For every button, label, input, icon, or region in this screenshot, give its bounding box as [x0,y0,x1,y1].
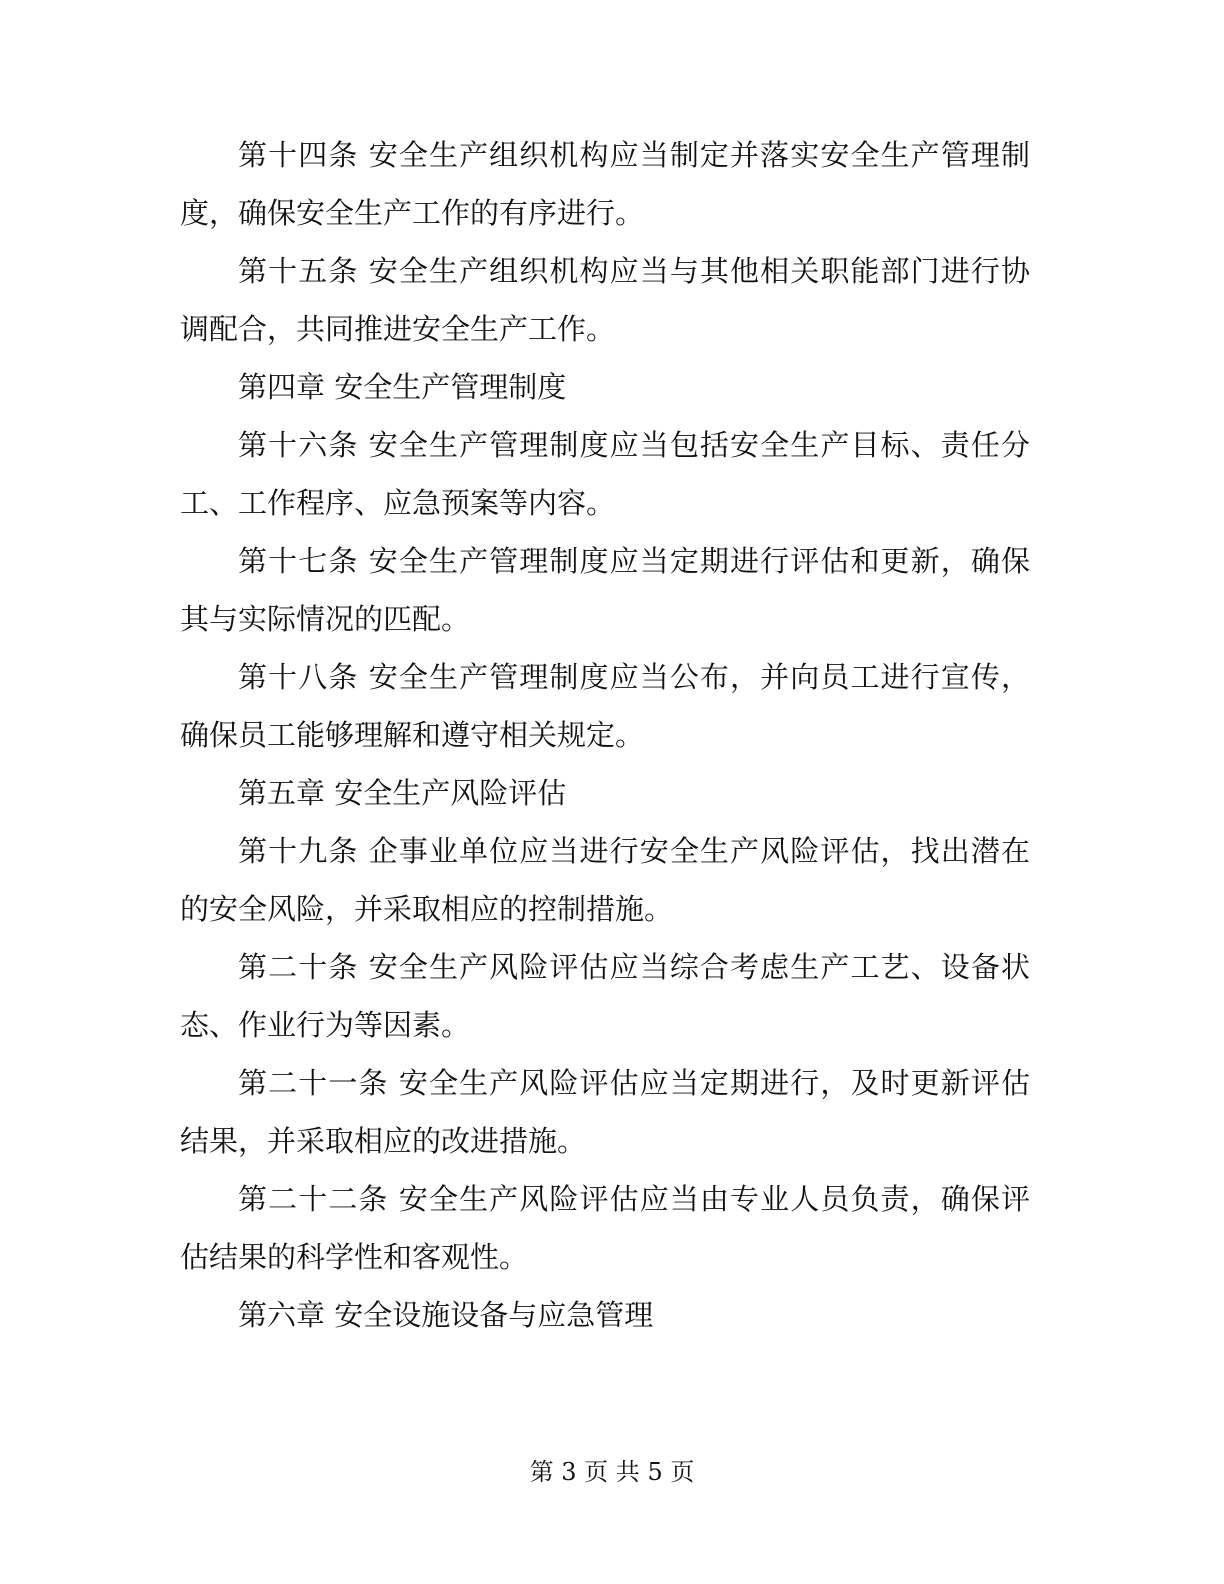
article-14: 第十四条 安全生产组织机构应当制定并落实安全生产管理制度，确保安全生产工作的有序进行。 [180,138,1030,230]
article-21: 第二十一条 安全生产风险评估应当定期进行，及时更新评估结果，并采取相应的改进措施。 [180,1066,1030,1158]
article-22: 第二十二条 安全生产风险评估应当由专业人员负责，确保评估结果的科学性和客观性。 [180,1182,1030,1274]
article-16: 第十六条 安全生产管理制度应当包括安全生产目标、责任分工、工作程序、应急预案等内容。 [180,428,1030,520]
page-number: 第 3 页 共 5 页 [529,1458,695,1486]
article-15: 第十五条 安全生产组织机构应当与其他相关职能部门进行协调配合，共同推进安全生产工作。 [180,254,1030,346]
article-18: 第十八条 安全生产管理制度应当公布，并向员工进行宣传，确保员工能够理解和遵守相关规定。 [180,660,1030,752]
article-17: 第十七条 安全生产管理制度应当定期进行评估和更新，确保其与实际情况的匹配。 [180,544,1030,636]
article-19: 第十九条 企事业单位应当进行安全生产风险评估，找出潜在的安全风险，并采取相应的控制措施。 [180,834,1030,926]
chapter-6-heading: 第六章 安全设施设备与应急管理 [238,1298,654,1332]
chapter-5-heading: 第五章 安全生产风险评估 [238,776,567,810]
article-20: 第二十条 安全生产风险评估应当综合考虑生产工艺、设备状态、作业行为等因素。 [180,950,1030,1042]
chapter-4-heading: 第四章 安全生产管理制度 [238,370,567,404]
document-body [180,126,1030,1344]
